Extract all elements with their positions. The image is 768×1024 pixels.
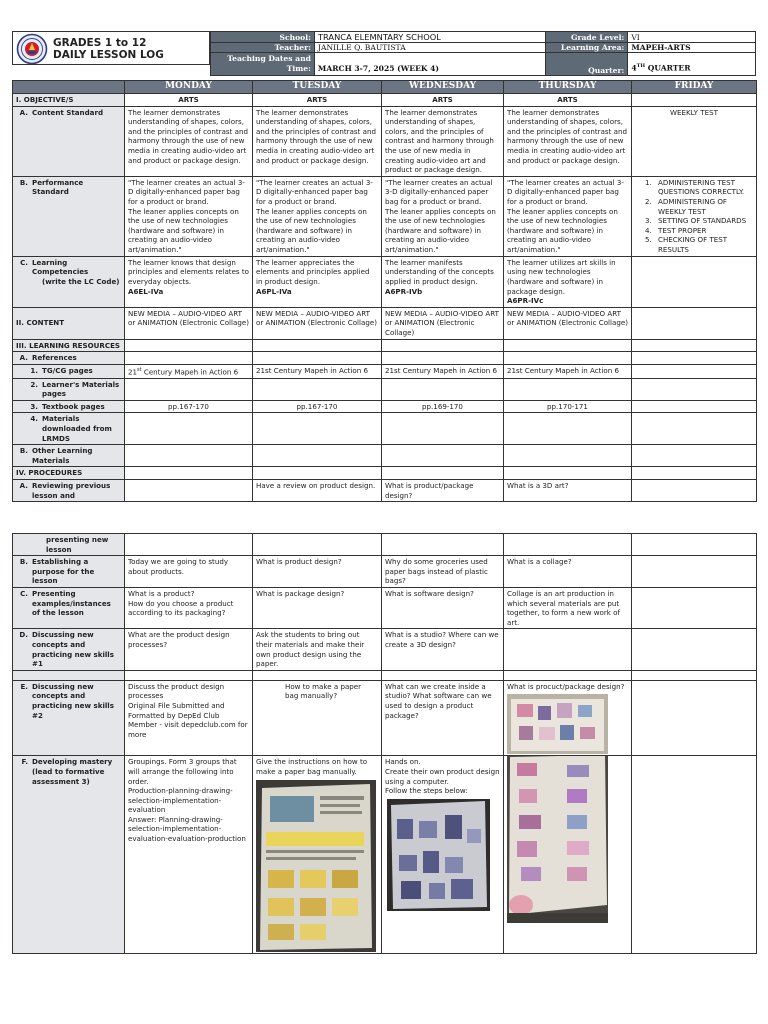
other-materials-label: B. Other Learning Materials — [13, 445, 125, 467]
content-heading: II. CONTENT — [13, 307, 125, 339]
performance-standard-thursday: "The learner creates an actual 3-D digitally-enhanced paper bag for a product or brand. The leaner applies concepts on the use of new technologies (hardware and software) in creating an audio-video art/animation." — [504, 176, 632, 256]
school-label: School: — [211, 32, 315, 43]
lesson-log-table-page1 — [12, 80, 757, 502]
content-wednesday: NEW MEDIA – AUDIO-VIDEO ART or ANIMATION (Electronic Collage) — [382, 307, 504, 339]
quarter-value: 4TH QUARTER — [628, 53, 756, 76]
textbook-label: 3. Textbook pages — [13, 400, 125, 413]
subject-monday: ARTS — [125, 94, 253, 107]
textbook-tuesday: pp.167-170 — [253, 400, 382, 413]
tgcg-wednesday: 21st Century Mapeh in Action 6 — [382, 364, 504, 378]
content-row — [13, 307, 757, 339]
review-friday — [632, 479, 757, 501]
content-thursday: NEW MEDIA – AUDIO-VIDEO ART or ANIMATION (Electronic Collage) — [504, 307, 632, 339]
performance-standard-wednesday: "The learner creates an actual 3-D digitally-enhanced paper bag for a product or brand. The leaner applies concepts on the use of new technologies (hardware and software) in creating an audio-video art/animation." — [382, 176, 504, 256]
mastery-label: F. Developing mastery (lead to formative assessment 3) — [13, 756, 125, 953]
discuss2-label: E. Discussing new concepts and practicing new skills #2 — [13, 680, 125, 756]
examples-label: C. Presenting examples/instances of the lesson — [13, 587, 125, 628]
teacher-label: Teacher: — [211, 43, 315, 53]
review-label-continued: presenting new lesson — [13, 534, 125, 556]
grade-level-label: Grade Level: — [546, 32, 628, 43]
competency-wednesday: The learner manifests understanding of the concepts applied in product design. A6PR-IVb — [382, 256, 504, 307]
subject-thursday: ARTS — [504, 94, 632, 107]
textbook-monday: pp.167-170 — [125, 400, 253, 413]
review-row — [13, 479, 757, 501]
references-label: A. References — [13, 352, 125, 365]
examples-friday — [632, 587, 757, 628]
purpose-thursday: What is a collage? — [504, 556, 632, 588]
mastery-tuesday: Give the instructions on how to make a paper bag manually. — [253, 756, 382, 953]
lc-code: A6EL-IVa — [128, 286, 164, 296]
content-monday: NEW MEDIA – AUDIO-VIDEO ART or ANIMATION (Electronic Collage) — [125, 307, 253, 339]
performance-standard-tuesday: "The learner creates an actual 3-D digitally-enhanced paper bag for a product or brand. The leaner applies concepts on the use of new technologies (hardware and software) in creating an audio-video art/animation." — [253, 176, 382, 256]
performance-standard-row — [13, 176, 757, 256]
mastery-row — [13, 756, 757, 953]
review-wednesday: What is product/package design? — [382, 479, 504, 501]
teaching-dates-label-line1: Teaching Dates and — [227, 54, 311, 63]
objectives-heading: I. OBJECTIVE/S — [13, 94, 125, 107]
procedures-row — [13, 467, 757, 480]
resources-heading: III. LEARNING RESOURCES — [13, 339, 125, 352]
subject-friday — [632, 94, 757, 107]
content-friday — [632, 307, 757, 339]
day-wednesday: WEDNESDAY — [382, 81, 504, 94]
test-step-item: 5. CHECKING OF TEST RESULTS — [654, 235, 753, 254]
mastery-thursday — [504, 756, 632, 953]
resources-row — [13, 339, 757, 352]
content-standard-label: A. Content Standard — [13, 106, 125, 176]
textbook-thursday: pp.170-171 — [504, 400, 632, 413]
mastery-monday: Groupings. Form 3 groups that will arrange the following into order. Production-planning-drawing-selection-implementation-evaluation Answer: Planning-drawing-selection-implementation-evaluation-evaluation-production — [125, 756, 253, 953]
competency-monday: The learner knows that design principles and elements relates to everyday objects. A6EL-IVa — [125, 256, 253, 307]
objectives-row — [13, 94, 757, 107]
tgcg-label: 1. TG/CG pages — [13, 364, 125, 378]
day-monday: MONDAY — [125, 81, 253, 94]
discuss1-row — [13, 629, 757, 670]
lc-code: A6PR-IVb — [385, 286, 423, 296]
examples-row — [13, 587, 757, 628]
references-row — [13, 352, 757, 365]
review-continued-row — [13, 534, 757, 556]
purpose-row — [13, 556, 757, 588]
learners-materials-label: 2. Learner's Materials pages — [13, 378, 125, 400]
subject-tuesday: ARTS — [253, 94, 382, 107]
discuss1-tuesday: Ask the students to bring out their materials and make their own product design using the paper. — [253, 629, 382, 670]
content-standard-friday: WEEKLY TEST — [632, 106, 757, 176]
lc-code: A6PR-IVc — [507, 296, 544, 306]
day-friday: FRIDAY — [632, 81, 757, 94]
learning-area-label: Learning Area: — [546, 43, 628, 53]
competency-friday — [632, 256, 757, 307]
teaching-dates-value: MARCH 3-7, 2025 (WEEK 4) — [314, 53, 545, 76]
mastery-wednesday: Hands on. Create their own product design using a computer. Follow the steps below: — [382, 756, 504, 953]
paper-bag-instructions-photo — [256, 780, 376, 952]
day-header-row — [13, 81, 757, 94]
discuss2-tuesday: How to make a paper bag manually? — [253, 680, 382, 756]
examples-monday: What is a product? How do you choose a product according to its packaging? — [125, 587, 253, 628]
tgcg-monday: 21st Century Mapeh in Action 6 — [125, 364, 253, 378]
lc-code-note: (write the LC Code) — [42, 276, 120, 286]
competency-tuesday: The learner appreciates the elements and principles applied in product design. A6PL-IVa — [253, 256, 382, 307]
examples-thursday: Collage is an art production in which several materials are put together, to form a new work of art. — [504, 587, 632, 628]
lesson-log-table-page2 — [12, 533, 757, 954]
discuss1-wednesday: What is a studio? Where can we create a 3D design? — [382, 629, 504, 670]
purpose-wednesday: Why do some groceries used paper bags instead of plastic bags? — [382, 556, 504, 588]
learning-area-value: MAPEH-ARTS — [628, 43, 756, 53]
content-standard-row — [13, 106, 757, 176]
weekly-test-steps — [632, 176, 757, 256]
content-standard-wednesday: The learner demonstrates understanding of shapes, colors, and the principles of contrast and harmony through the use of new media in creating audio-video art and product or package design. — [382, 106, 504, 176]
competency-thursday: The learner utilizes art skills in using new technologies (hardware and software) in package design. A6PR-IVc — [504, 256, 632, 307]
lrmds-row — [13, 413, 757, 445]
content-standard-thursday: The learner demonstrates understanding of shapes, colors, and the principles of contrast and harmony through the use of new media in creating audio-video art and product or package design. — [504, 106, 632, 176]
discuss1-monday: What are the product design processes? — [125, 629, 253, 670]
teaching-dates-label — [211, 53, 315, 76]
review-thursday: What is a 3D art? — [504, 479, 632, 501]
purpose-monday: Today we are going to study about products. — [125, 556, 253, 588]
deped-seal-icon — [12, 31, 50, 65]
school-value: TRANCA ELEMNTARY SCHOOL — [314, 32, 545, 43]
computer-steps-photo — [387, 799, 490, 911]
test-step-item: 4. TEST PROPER — [654, 226, 753, 236]
discuss2-monday: Discuss the product design processes Original File Submitted and Formatted by DepEd Club Member - visit depedclub.com for more — [125, 680, 253, 756]
competencies-label: C. Learning Competencies (write the LC Code) — [13, 256, 125, 307]
review-tuesday: Have a review on product design. — [253, 479, 382, 501]
lrmds-label: 4. Materials downloaded from LRMDS — [13, 413, 125, 445]
test-step-item: 3. SETTING OF STANDARDS — [654, 216, 753, 226]
log-header — [12, 30, 756, 75]
title-line-1: GRADES 1 to 12 — [53, 37, 147, 49]
tgcg-tuesday: 21st Century Mapeh in Action 6 — [253, 364, 382, 378]
package-design-photo-2 — [507, 756, 608, 924]
discuss1-label: D. Discussing new concepts and practicing new skills #1 — [13, 629, 125, 670]
performance-standard-monday: "The learner creates an actual 3-D digitally-enhanced paper bag for a product or brand. The leaner applies concepts on the use of new technologies (hardware and software) in creating an audio-video art/animation." — [125, 176, 253, 256]
test-step-item: 2. ADMINISTERING OF WEEKLY TEST — [654, 197, 753, 216]
tgcg-thursday: 21st Century Mapeh in Action 6 — [504, 364, 632, 378]
purpose-tuesday: What is product design? — [253, 556, 382, 588]
content-tuesday: NEW MEDIA – AUDIO-VIDEO ART or ANIMATION (Electronic Collage) — [253, 307, 382, 339]
performance-standard-label: B. Performance Standard — [13, 176, 125, 256]
textbook-row — [13, 400, 757, 413]
discuss2-thursday: What is procuct/package design? — [504, 680, 632, 756]
spacer-row — [13, 670, 757, 680]
subject-wednesday: ARTS — [382, 94, 504, 107]
textbook-wednesday: pp.169-170 — [382, 400, 504, 413]
quarter-label: Quarter: — [546, 53, 628, 76]
title-line-2: DAILY LESSON LOG — [53, 49, 164, 61]
review-label: A. Reviewing previous lesson and — [13, 479, 125, 501]
discuss2-row — [13, 680, 757, 756]
procedures-heading: IV. PROCEDURES — [13, 467, 125, 480]
discuss2-wednesday: What can we create inside a studio? What software can we used to design a product package? — [382, 680, 504, 756]
tgcg-row — [13, 364, 757, 378]
package-design-photo-1 — [507, 694, 608, 754]
discuss1-thursday — [504, 629, 632, 670]
other-materials-row — [13, 445, 757, 467]
teaching-dates-label-line2: Time: — [286, 64, 311, 73]
examples-tuesday: What is package design? — [253, 587, 382, 628]
examples-wednesday: What is software design? — [382, 587, 504, 628]
content-standard-tuesday: The learner demonstrates understanding of shapes, colors, and the principles of contrast and harmony through the use of new media in creating audio-video art and product or package design. — [253, 106, 382, 176]
review-monday — [125, 479, 253, 501]
learners-materials-row — [13, 378, 757, 400]
lc-code: A6PL-IVa — [256, 286, 292, 296]
content-standard-monday: The learner demonstrates understanding of shapes, colors, and the principles of contrast and harmony through the use of new media in creating audio-video art and product or package design. — [125, 106, 253, 176]
competencies-row — [13, 256, 757, 307]
day-tuesday: TUESDAY — [253, 81, 382, 94]
purpose-label: B. Establishing a purpose for the lesson — [13, 556, 125, 588]
test-step-item: 1. ADMINISTERING TEST QUESTIONS CORRECTLY. — [654, 178, 753, 197]
header-info-table — [210, 31, 756, 76]
document-title — [50, 31, 210, 65]
purpose-friday — [632, 556, 757, 588]
day-thursday: THURSDAY — [504, 81, 632, 94]
discuss1-friday — [632, 629, 757, 670]
grade-level-value: VI — [628, 32, 756, 43]
teacher-value: JANILLE Q. BAUTISTA — [314, 43, 545, 53]
